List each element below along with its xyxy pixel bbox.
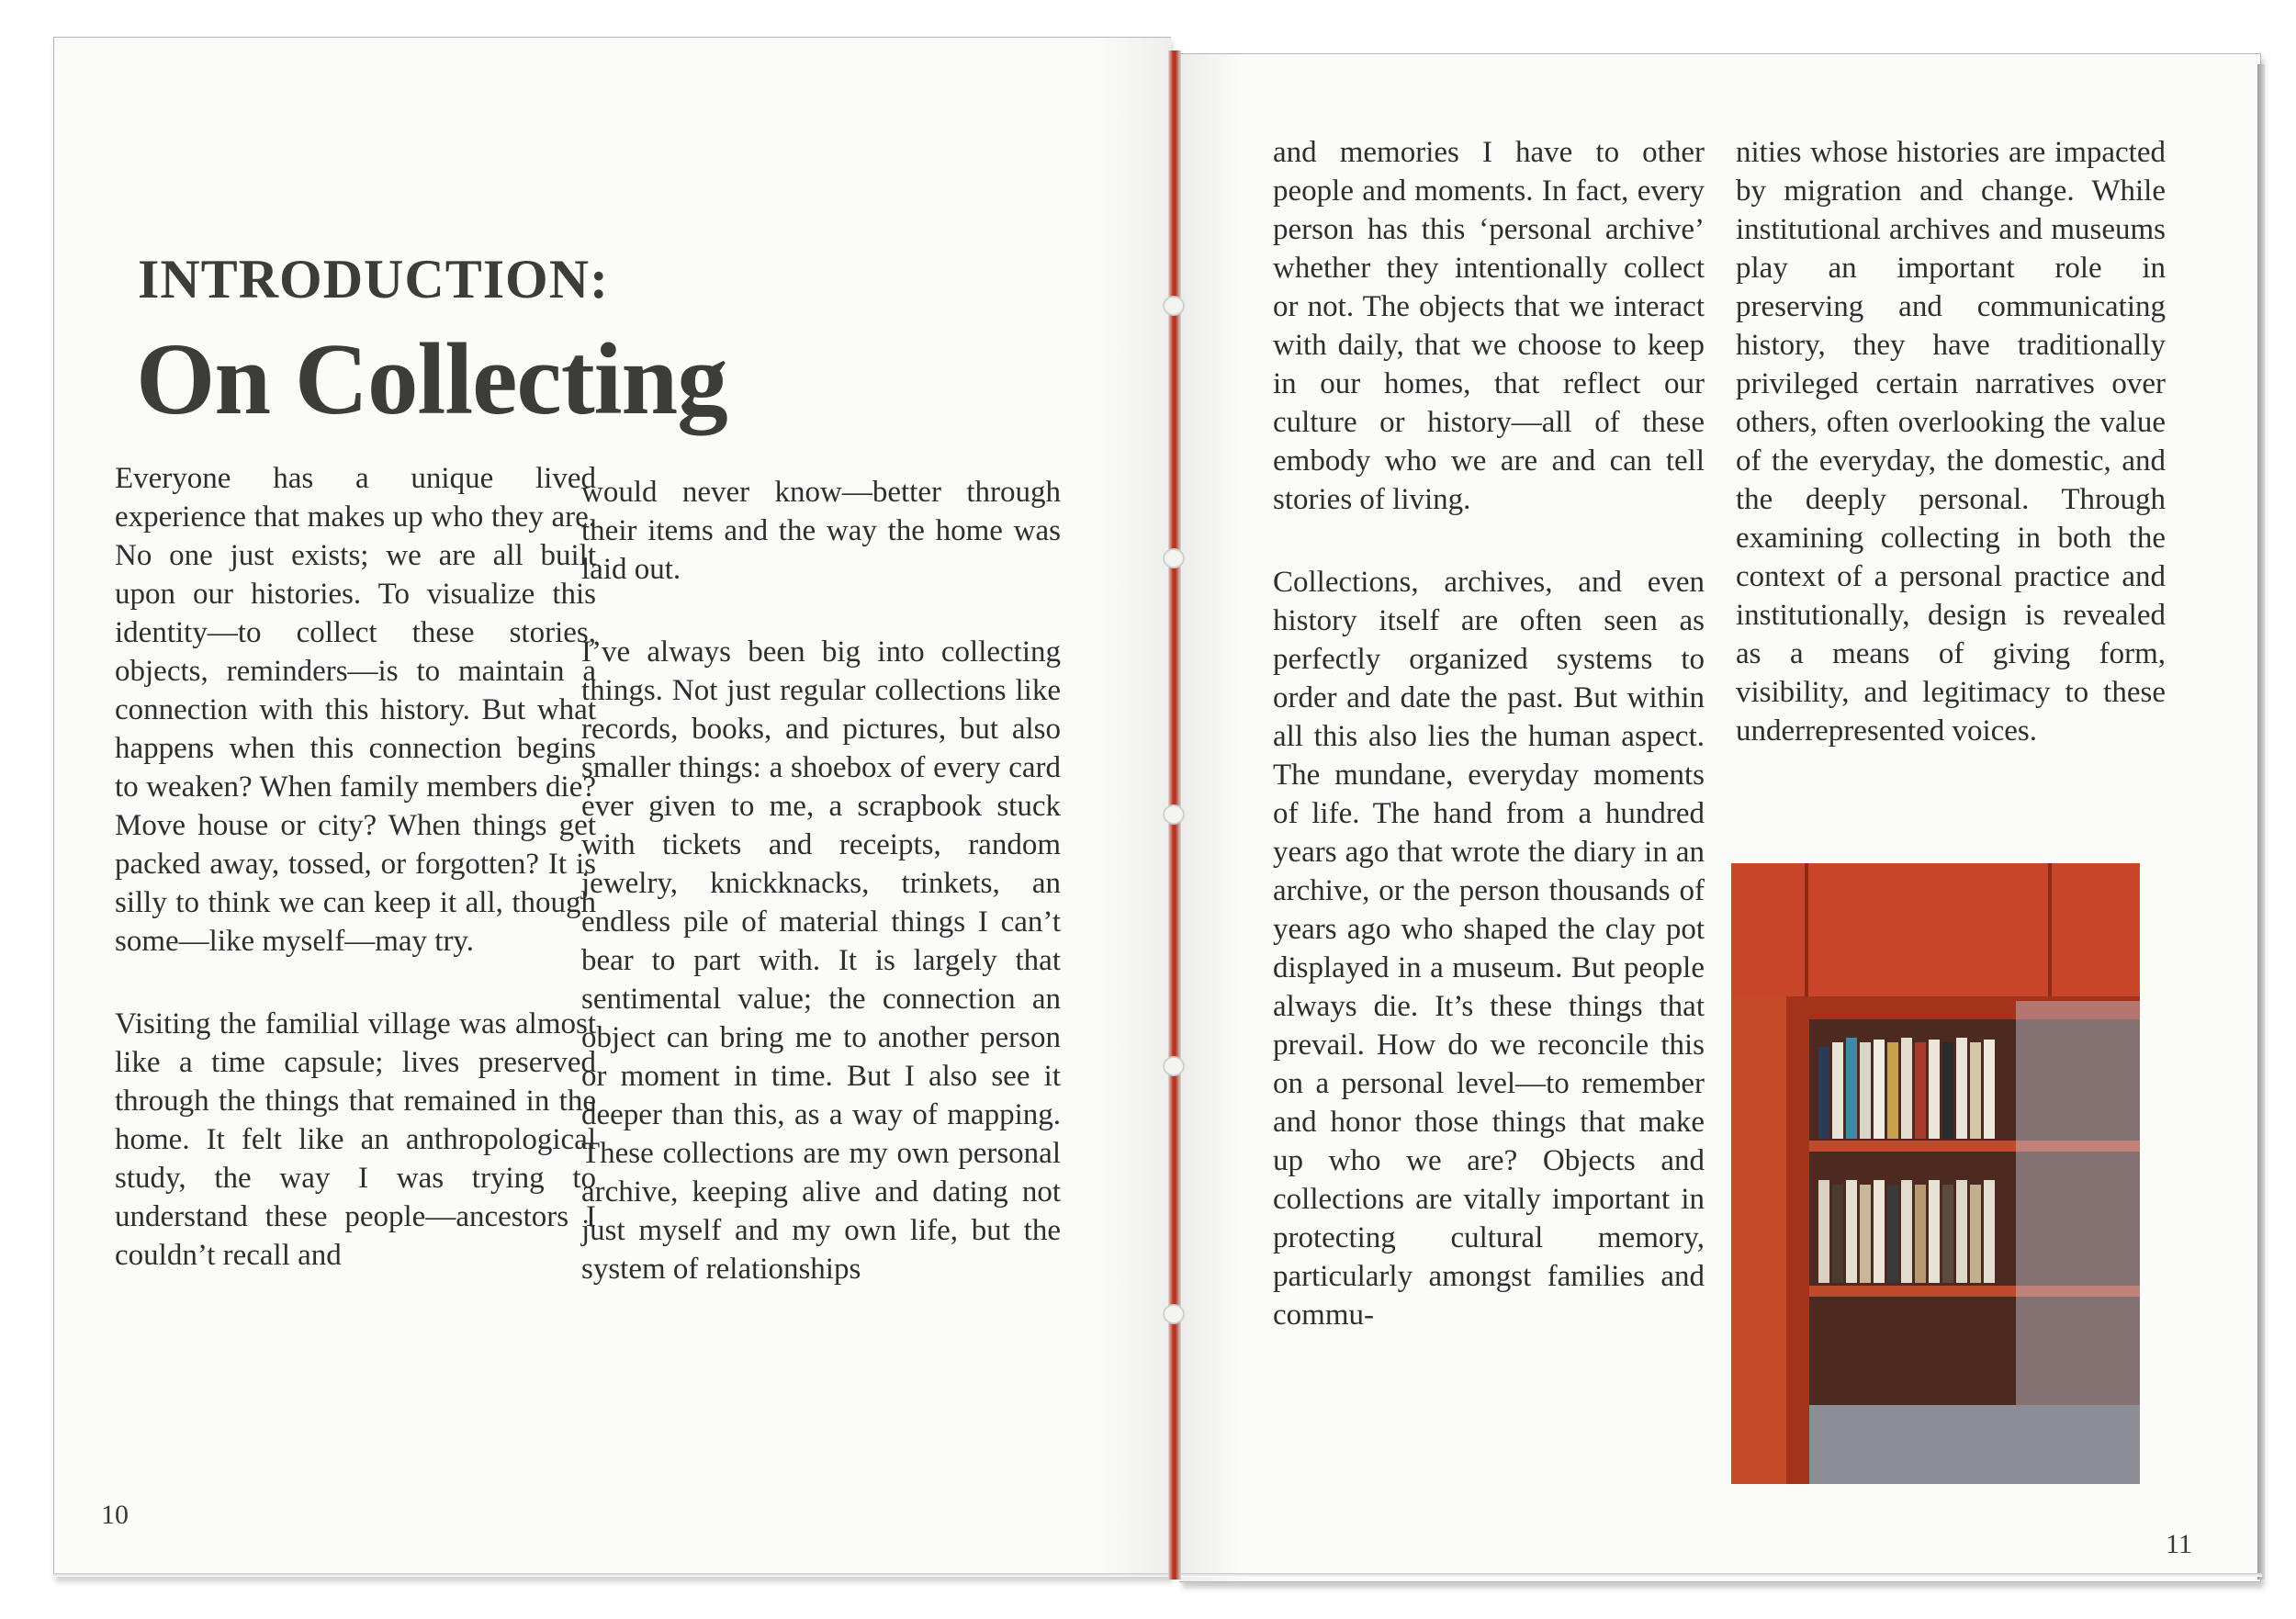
book-spine-item xyxy=(1887,1185,1898,1283)
book-spine-item xyxy=(1942,1042,1953,1139)
text-column-2 xyxy=(581,473,1061,1288)
book-spine-item xyxy=(1887,1042,1898,1139)
binding-stitch xyxy=(1163,548,1185,568)
book-spine-item xyxy=(1832,1042,1843,1139)
book-spine-item xyxy=(1874,1180,1885,1283)
bookshelf-photo xyxy=(1731,863,2140,1484)
book-spine-item xyxy=(1970,1185,1981,1283)
paragraph: Collections, archives, and even history itself are often seen as perfectly organized systems to order and date the past. But within all this also lies the human aspect. The mundane, everyday moments of life. The hand from a hundred years ago that wrote the diary in an archive, or the person thousands of years ago who shaped the clay pot displayed in a museum. But people always die. It’s these things that prevail. How do we reconcile this on a personal level—to remember and honor those things that make up who we are? Objects and collections are vitally important in protecting cultural memory, particularly amongst families and commu- xyxy=(1273,566,1705,1332)
book-spine-item xyxy=(1846,1038,1857,1139)
book-spine-item xyxy=(1956,1180,1967,1283)
section-label: INTRODUCTION: xyxy=(138,249,610,309)
page-number-left: 10 xyxy=(101,1500,129,1530)
book-spine-item xyxy=(1984,1180,1995,1283)
binding-stitch xyxy=(1163,296,1185,316)
book-spine-item xyxy=(1929,1040,1940,1139)
cabinet-seam xyxy=(1805,863,1808,996)
page-number-right: 11 xyxy=(2166,1529,2192,1559)
cabinet-doors xyxy=(1731,863,2140,996)
page-title: On Collecting xyxy=(136,323,727,436)
page-bottom-edge xyxy=(53,1573,2262,1577)
book-spine-item xyxy=(1860,1042,1871,1139)
book-spine-item xyxy=(1915,1042,1926,1139)
book-spine-item xyxy=(1832,1185,1843,1283)
binding-stitch xyxy=(1163,804,1185,825)
paragraph: and memories I have to other people and moments. In fact, every person has this ‘personal archive’ whether they intentionally collect or not. The objects that we interact with daily, that we choose to keep in our homes, that reflect our culture or history—all of these embody who we are and can tell stories of living. xyxy=(1273,136,1705,516)
book-spine-item xyxy=(1942,1185,1953,1283)
book-spine-item xyxy=(1818,1047,1829,1139)
lower-cabinet-reflection xyxy=(1809,1405,2140,1484)
text-column-1 xyxy=(115,459,596,1275)
cabinet-seam xyxy=(2048,863,2052,996)
book-spine-item xyxy=(1984,1040,1995,1139)
binding-stitch xyxy=(1163,1056,1185,1076)
paragraph: Visiting the familial village was almost like a time capsule; lives preserved through the things that remained in the home. It felt like an anthropological study, the way I was trying to understand these people—ancestors I couldn’t recall and xyxy=(115,1007,596,1272)
cabinet-side xyxy=(1731,996,1786,1484)
paragraph: would never know—better through their items and the way the home was laid out. xyxy=(581,476,1061,586)
book-spine-item xyxy=(1846,1180,1857,1283)
book-spine-item xyxy=(1915,1185,1926,1283)
book-spine-item xyxy=(1901,1038,1912,1139)
book-spine-item xyxy=(1818,1180,1829,1283)
text-column-4 xyxy=(1736,133,2166,750)
paragraph: nities whose histories are impacted by migration and change. While institutional archives and museums play an important role in preserving and communicating history, they have traditionally privileged certain narratives over others, often overlooking the value of the everyday, the domestic, and the deeply personal. Through examining collecting in both the context of a personal practice and institutionally, design is revealed as a means of giving form, visibility, and legitimacy to these underrepresented voices. xyxy=(1736,136,2166,748)
binding-stitch xyxy=(1163,1304,1185,1324)
book-spine-item xyxy=(1970,1042,1981,1139)
paragraph: I’ve always been big into collecting things. Not just regular collections like records, books, and pictures, but also smaller things: a shoebox of every card ever given to me, a scrapbook stuck with tickets and receipts, random jewelry, knickknacks, trinkets, an endless pile of material things I can’t bear to part with. It is largely that sentimental value; the connection an object can bring me to another person or moment in time. But I also see it deeper than this, as a way of mapping. These collections are my own personal archive, keeping alive and dating not just myself and my own life, but the system of relationships xyxy=(581,635,1061,1286)
book-spine-item xyxy=(1874,1040,1885,1139)
text-column-3 xyxy=(1273,133,1705,1334)
book-spine-item xyxy=(1901,1180,1912,1283)
paragraph: Everyone has a unique lived experience that makes up who they are. No one just exists; we are all built upon our histories. To visualize this identity—to collect these stories, objects, reminders—is to maintain a connection with this history. But what happens when this connection begins to weaken? When family members die? Move house or city? When things get packed away, tossed, or forgotten? It is silly to think we can keep it all, though some—like myself—may try. xyxy=(115,462,596,958)
book-spine-item xyxy=(1860,1185,1871,1283)
book-spine-item xyxy=(1956,1038,1967,1139)
book-spine-item xyxy=(1929,1180,1940,1283)
page-stack-edge xyxy=(2257,64,2265,1580)
